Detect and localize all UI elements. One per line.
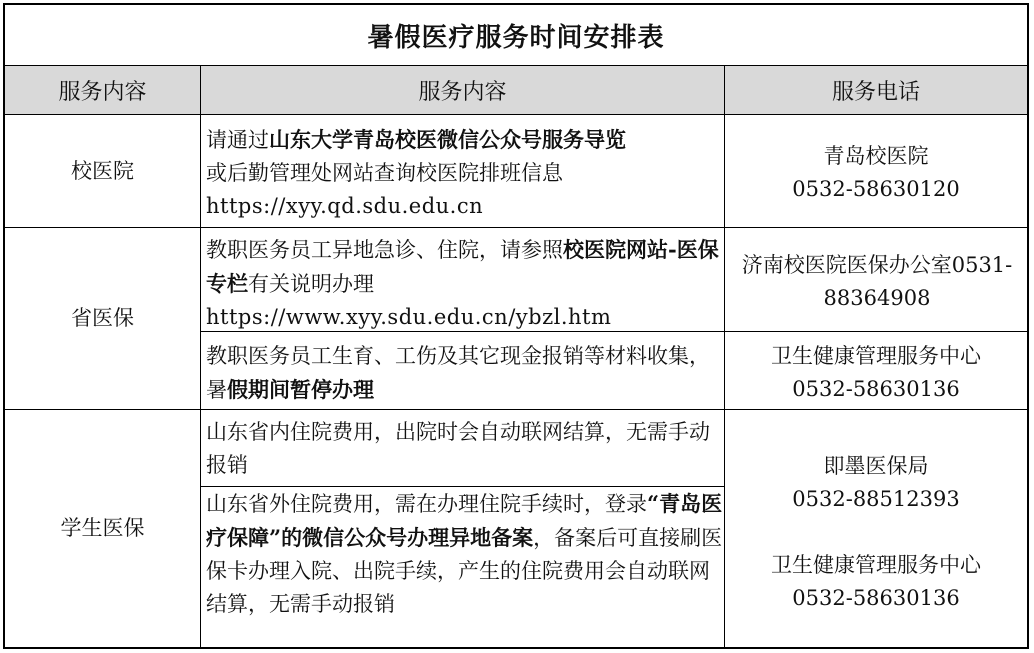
student-phone2-name: 卫生健康管理服务中心 <box>771 553 981 577</box>
student-phones <box>725 450 1027 615</box>
school-clinic-text-bold: 山东大学青岛校医微信公众号服务导览 <box>269 127 626 152</box>
student-phone1-name: 即墨医保局 <box>823 454 929 478</box>
provincial-item1 <box>201 233 724 334</box>
table-title: 暑假医疗服务时间安排表 <box>367 22 665 53</box>
header-col-1: 服务内容 <box>58 79 147 105</box>
provincial-item2-phone-name: 卫生健康管理服务中心 <box>771 344 981 368</box>
provincial-item2 <box>201 340 724 407</box>
school-clinic-phone-number: 0532-58630120 <box>792 177 960 201</box>
school-clinic-phone-name: 青岛校医院 <box>823 144 929 168</box>
student-item2-bold: “青岛医疗保障”的微信公众号办理异地备案 <box>206 491 723 550</box>
school-clinic-text-post: 或后勤管理处网站查询校医院排班信息 <box>206 161 563 185</box>
student-item2-pre: 山东省外住院费用，需在办理住院手续时，登录 <box>206 492 647 516</box>
student-item1: 山东省内住院费用，出院时会自动联网结算，无需手动报销 <box>206 420 710 477</box>
provincial-item2-phone-number: 0532-58630136 <box>792 377 960 401</box>
student-item2 <box>201 487 724 621</box>
provincial-item1-bold: 校医院网站-医保专栏 <box>206 237 719 296</box>
student-item2-post: ，备案后可直接刷医保卡办理入院、出院手续，产生的住院费用会自动联网结算，无需手动报销 <box>206 526 723 616</box>
row-label-student: 学生医保 <box>60 516 145 540</box>
provincial-item2-pre: 教职医务员工生育、工伤及其它现金报销等材料收集，暑 <box>206 344 710 402</box>
provincial-item2-bold: 假期间暂停办理 <box>227 377 374 402</box>
provincial-item1-post: 有关说明办理 <box>248 272 374 296</box>
provincial-item1-url[interactable]: https://www.xyy.sdu.edu.cn/ybzl.htm <box>206 305 612 329</box>
student-phone1-number: 0532-88512393 <box>792 487 960 511</box>
row-label-school-clinic: 校医院 <box>71 158 134 183</box>
school-clinic-url[interactable]: https://xyy.qd.sdu.edu.cn <box>206 194 484 218</box>
schedule-table <box>3 3 1029 649</box>
provincial-item1-pre: 教职医务员工异地急诊、住院，请参照 <box>206 238 563 262</box>
provincial-item1-phone: 济南校医院医保办公室0531-88364908 <box>741 253 1013 310</box>
student-phone2-number: 0532-58630136 <box>792 586 960 610</box>
school-clinic-content <box>201 123 724 223</box>
row-label-provincial: 省医保 <box>71 306 134 330</box>
header-col-2: 服务内容 <box>418 79 507 105</box>
header-col-3: 服务电话 <box>831 79 920 105</box>
provincial-item2-phone <box>725 340 1027 406</box>
school-clinic-text-pre: 请通过 <box>206 128 269 152</box>
school-clinic-phone <box>725 140 1027 206</box>
